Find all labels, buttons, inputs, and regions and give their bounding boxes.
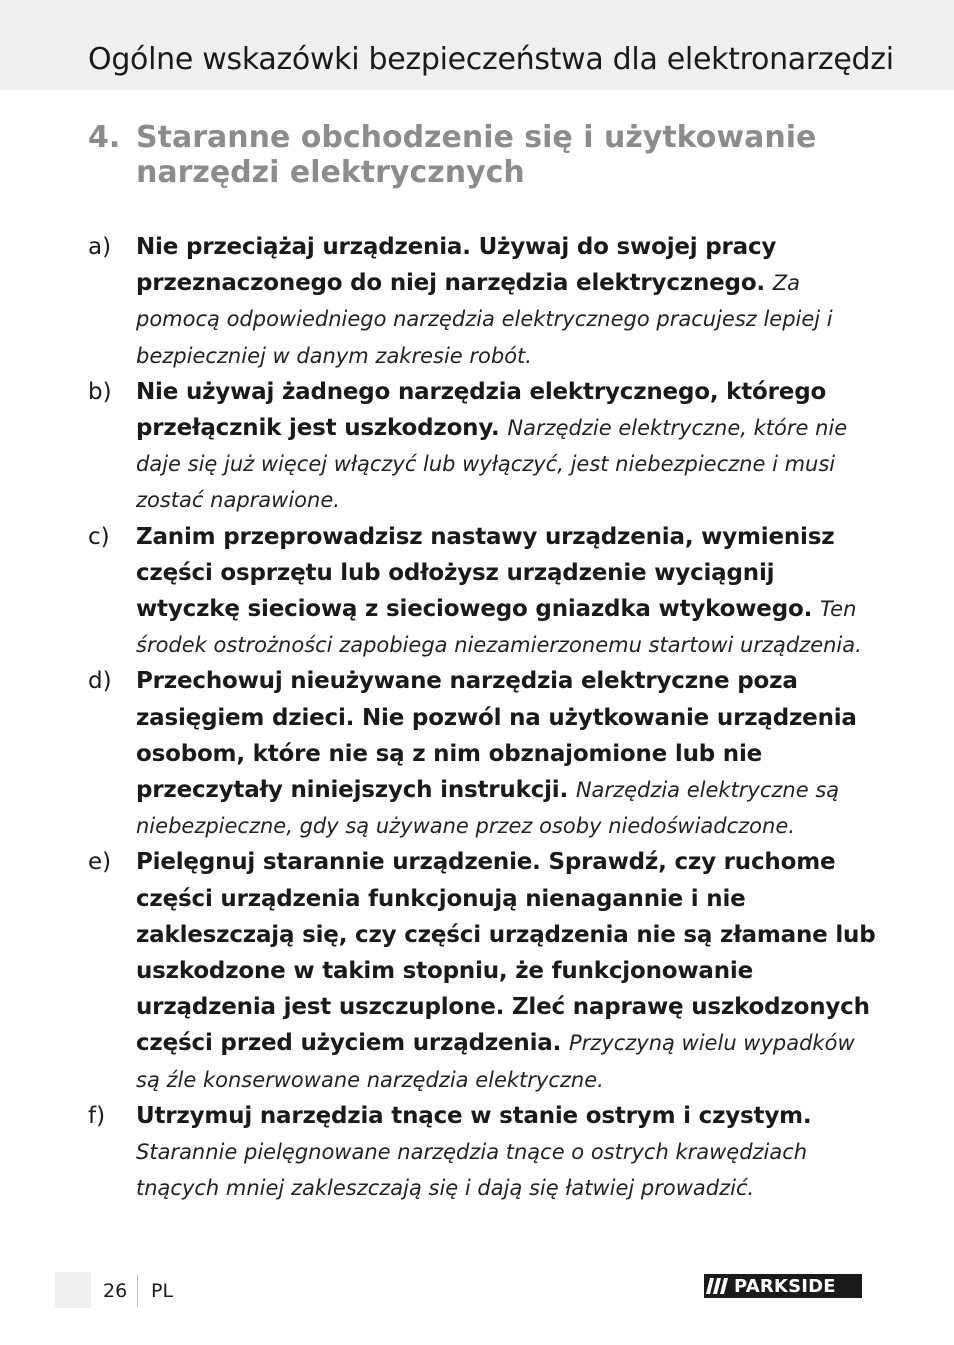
item-instruction: Nie przeciążaj urządzenia. Używaj do swojej pracy przeznaczonego do niej narzędzia elektrycznego. — [136, 234, 777, 297]
item-instruction: Przechowuj nieużywane narzędzia elektryczne poza zasięgiem dzieci. Nie pozwól na użytkowanie urządzenia osobom, które nie są z nim obznajomione lub nie przeczytały niniejszych instrukcji. — [136, 668, 857, 804]
item-label: b) — [88, 378, 112, 405]
item-explanation: Przyczyną wielu wypadków są źle konserwowane narzędzia elektryczne. — [136, 1031, 855, 1092]
section-title: Staranne obchodzenie się i użytkowanie narzędzi elektrycznych — [136, 120, 817, 190]
list-item — [88, 375, 878, 520]
item-label: a) — [88, 234, 112, 260]
logo-stripes-icon — [704, 1274, 732, 1298]
list-item — [88, 230, 878, 375]
item-instruction: Utrzymuj narzędzia tnące w stanie ostrym i czystym. — [136, 1102, 812, 1129]
item-explanation: Za pomocą odpowiedniego narzędzia elektrycznego pracujesz lepiej i bezpieczniej w danym zakresie robót. — [136, 271, 833, 368]
item-explanation: Narzędzia elektryczne są niebezpieczne, gdy są używane przez osoby niedoświadczone. — [136, 778, 840, 839]
language-code: PL — [151, 1280, 174, 1302]
list-item — [88, 1099, 878, 1208]
item-label: c) — [88, 523, 110, 550]
item-instruction: Pielęgnuj starannie urządzenie. Sprawdź, czy ruchome części urządzenia funkcjonują nienagannie i nie zakleszczają się, czy części urządzenia nie są złamane lub uszkodzone w takim stopniu, że funkcjonowanie urządzenia jest uszczuplone. Zleć naprawę uszkodzonych części przed użyciem urządzenia. — [136, 849, 876, 1057]
item-label: f) — [88, 1102, 106, 1129]
item-explanation: Narzędzie elektryczne, które nie daje się już więcej włączyć lub wyłączyć, jest niebezpieczne i musi zostać naprawione. — [136, 416, 848, 513]
footer-divider — [137, 1275, 138, 1307]
section-number: 4. — [88, 120, 121, 155]
page-number: 26 — [103, 1280, 128, 1302]
header-band — [0, 0, 954, 90]
item-instruction: Zanim przeprowadzisz nastawy urządzenia, wymienisz części osprzętu lub odłożysz urządzenie wyciągnij wtyczkę sieciową z sieciowego gniazdka wtykowego. — [136, 523, 835, 623]
item-label: d) — [88, 668, 112, 695]
safety-instructions-list — [88, 230, 878, 1207]
list-item — [88, 520, 878, 665]
list-item — [88, 845, 878, 1098]
item-explanation: Starannie pielęgnowane narzędzia tnące o ostrych krawędziach tnących mniej zakleszczają się i dają się łatwiej prowadzić. — [136, 1140, 808, 1201]
list-item — [88, 664, 878, 845]
parkside-logo — [704, 1274, 862, 1298]
footer-marker — [55, 1272, 91, 1308]
page-header-title: Ogólne wskazówki bezpieczeństwa dla elektronarzędzi — [88, 42, 894, 77]
item-instruction: Nie używaj żadnego narzędzia elektrycznego, którego przełącznik jest uszkodzony. — [136, 378, 827, 442]
item-explanation: Ten środek ostrożności zapobiega niezamierzonemu startowi urządzenia. — [136, 597, 862, 658]
item-label: e) — [88, 849, 112, 876]
brand-name: PARKSIDE — [734, 1275, 836, 1297]
